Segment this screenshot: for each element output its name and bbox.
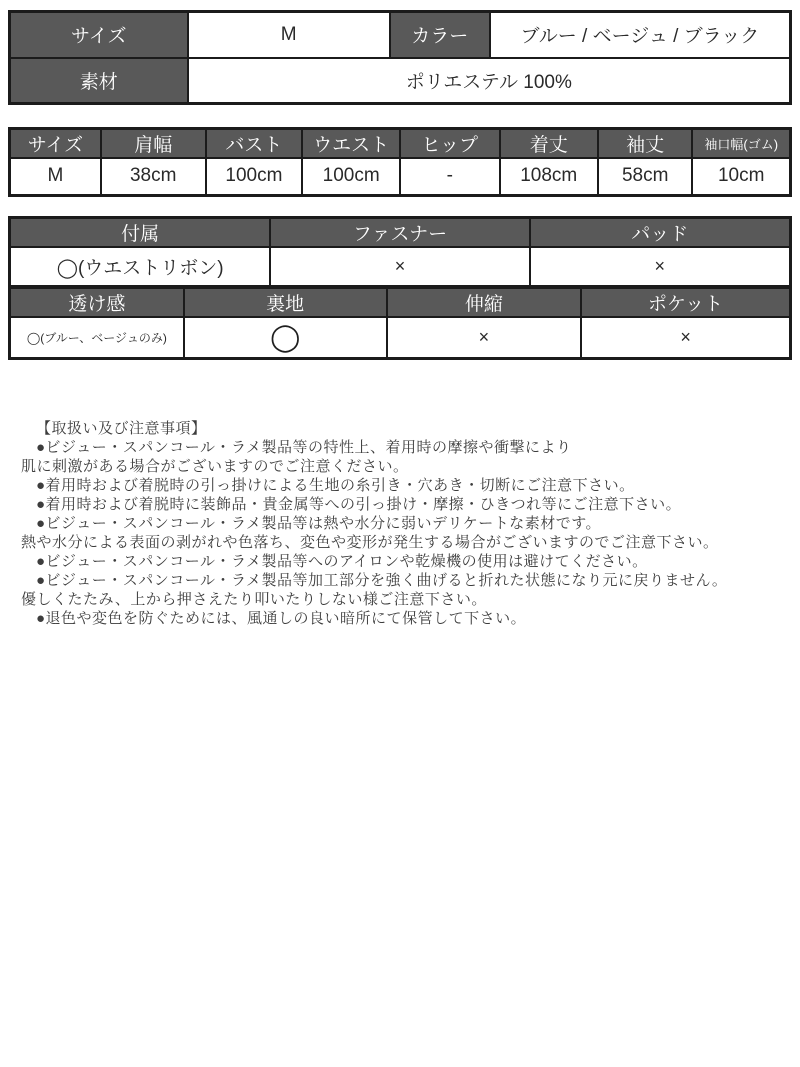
sheerness-header: 透け感 [10,288,184,318]
meas-value-hip: - [400,158,500,195]
care-note-line: ●ビジュー・スパンコール・ラメ製品等は熱や水分に弱いデリケートな素材です。 [36,514,602,532]
meas-value-sleeve: 58cm [598,158,693,195]
color-header: カラー [390,12,490,58]
fabric-table [8,286,792,360]
care-note-line: ●ビジュー・スパンコール・ラメ製品等の特性上、着用時の摩擦や衝撃により [36,438,572,456]
table-row [10,247,791,287]
pocket-value: × [581,317,790,358]
stretch-header: 伸縮 [387,288,581,318]
fastener-header: ファスナー [270,217,529,247]
table-header-row [10,288,791,318]
meas-value-bust: 100cm [206,158,303,195]
table-header-row [10,217,791,247]
accessory-header: 付属 [10,217,271,247]
care-note-line: 肌に刺激がある場合がございますのでご注意ください。 [21,457,409,475]
stretch-value: × [387,317,581,358]
meas-header-shoulder: 肩幅 [101,129,206,159]
pocket-header: ポケット [581,288,790,318]
fastener-value: × [270,247,529,287]
size-color-material-table [8,10,792,105]
lining-header: 裏地 [184,288,387,318]
meas-value-length: 108cm [500,158,598,195]
meas-header-sleeve: 袖丈 [598,129,693,159]
care-note-line: ●ビジュー・スパンコール・ラメ製品等加工部分を強く曲げると折れた状態になり元に戻りません。 [36,571,728,589]
meas-header-hip: ヒップ [400,129,500,159]
color-value: ブルー / ベージュ / ブラック [490,12,791,58]
size-value: M [188,12,390,58]
table-header-row [10,129,791,159]
accessory-value: ◯(ウエストリボン) [10,247,271,287]
sheerness-value: ◯(ブルー、ベージュのみ) [10,317,184,358]
care-note-line: 熱や水分による表面の剥がれや色落ち、変色や変形が発生する場合がございますのでご注意下さい。 [21,533,719,551]
meas-header-cuff: 袖口幅(ゴム) [692,129,790,159]
meas-value-size: M [10,158,101,195]
size-header: サイズ [10,12,188,58]
meas-value-shoulder: 38cm [101,158,206,195]
meas-value-waist: 100cm [302,158,400,195]
care-notes-title: 【取扱い及び注意事項】 [36,419,207,437]
meas-header-waist: ウエスト [302,129,400,159]
pad-value: × [530,247,791,287]
meas-header-length: 着丈 [500,129,598,159]
care-note-line: 優しくたたみ、上から押さえたり叩いたりしない様ご注意下さい。 [21,590,487,608]
care-notes-section [8,419,792,628]
measurements-table [8,127,792,197]
material-value: ポリエステル 100% [188,58,791,104]
table-row [10,12,791,58]
lining-value: ◯ [184,317,387,358]
pad-header: パッド [530,217,791,247]
care-note-line: ●着用時および着脱時の引っ掛けによる生地の糸引き・穴あき・切断にご注意下さい。 [36,476,635,494]
care-note-line: ●ビジュー・スパンコール・ラメ製品等へのアイロンや乾燥機の使用は避けてください。 [36,552,648,570]
table-row [10,317,791,358]
meas-header-size: サイズ [10,129,101,159]
care-note-line: ●退色や変色を防ぐためには、風通しの良い暗所にて保管して下さい。 [36,609,527,627]
table-row [10,58,791,104]
table-row [10,158,791,195]
care-note-line: ●着用時および着脱時に装飾品・貴金属等への引っ掛け・摩擦・ひきつれ等にご注意下さい。 [36,495,682,513]
meas-value-cuff: 10cm [692,158,790,195]
meas-header-bust: バスト [206,129,303,159]
accessories-table [8,216,792,289]
material-header: 素材 [10,58,188,104]
